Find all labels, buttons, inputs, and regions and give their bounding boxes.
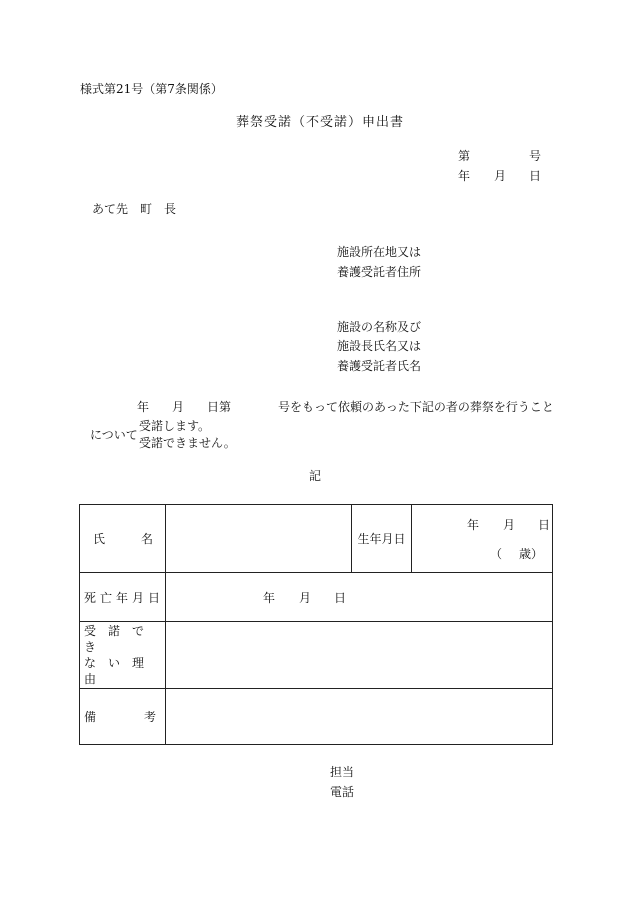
- reason-label-cell: [80, 622, 166, 689]
- body-day-dai: 日第: [207, 400, 232, 414]
- name-value-cell[interactable]: [166, 505, 352, 573]
- row-death: [80, 573, 553, 622]
- doc-number-dai: 第: [458, 149, 471, 163]
- doc-number-go: 号: [529, 149, 542, 163]
- reason-value-cell[interactable]: [166, 622, 553, 689]
- applicant-address-label-2: 養護受託者住所: [337, 265, 422, 279]
- body-text: 号をもって依頼のあった下記の者の葬祭を行うこと: [278, 400, 554, 414]
- applicant-name-label-1: 施設の名称及び: [337, 320, 422, 334]
- ni-tsuite: について: [90, 428, 138, 442]
- document-title: 葬祭受諾（不受諾）申出書: [236, 115, 405, 130]
- date-year: 年: [458, 169, 471, 183]
- birth-year: 年: [467, 518, 480, 532]
- reason-label-line1: 受 諾 で き: [84, 624, 157, 654]
- death-month: 月: [299, 591, 312, 605]
- age-label: 歳）: [519, 547, 544, 561]
- footer-tanto: 担当: [330, 765, 355, 779]
- birth-day: 日: [538, 518, 551, 532]
- date-month: 月: [494, 169, 507, 183]
- birth-label-cell: [352, 505, 412, 573]
- death-label: 死亡年月日: [84, 590, 165, 605]
- reason-label-line2: な い 理 由: [84, 656, 157, 686]
- birth-value-cell[interactable]: [412, 505, 553, 573]
- remarks-value-cell[interactable]: [166, 689, 553, 745]
- date-day: 日: [529, 169, 542, 183]
- death-value-cell[interactable]: [166, 573, 553, 622]
- birth-label: 生年月日: [357, 532, 406, 546]
- record-table: [79, 504, 553, 745]
- death-year: 年: [263, 591, 276, 605]
- applicant-name-label-2: 施設長氏名又は: [337, 339, 422, 353]
- option-decline: 受諾できません。: [139, 436, 236, 450]
- form-number: 様式第21号（第7条関係）: [80, 82, 223, 96]
- option-accept: 受諾します。: [139, 419, 211, 433]
- row-name: [80, 505, 553, 573]
- remarks-label: 備 考: [84, 710, 157, 724]
- name-label: 氏 名: [93, 532, 154, 546]
- birth-month: 月: [503, 518, 516, 532]
- body-month: 月: [172, 400, 185, 414]
- addressee: あて先 町 長: [92, 202, 177, 216]
- row-remarks: [80, 689, 553, 745]
- death-label-cell: [80, 573, 166, 622]
- ki-heading: 記: [309, 469, 322, 483]
- death-day: 日: [334, 591, 347, 605]
- footer-denwa: 電話: [330, 785, 355, 799]
- applicant-name-label-3: 養護受託者氏名: [337, 359, 422, 373]
- remarks-label-cell: [80, 689, 166, 745]
- age-open: （: [490, 547, 503, 561]
- applicant-address-label-1: 施設所在地又は: [337, 245, 422, 259]
- row-reason: [80, 622, 553, 689]
- body-year: 年: [137, 400, 150, 414]
- name-label-cell: [80, 505, 166, 573]
